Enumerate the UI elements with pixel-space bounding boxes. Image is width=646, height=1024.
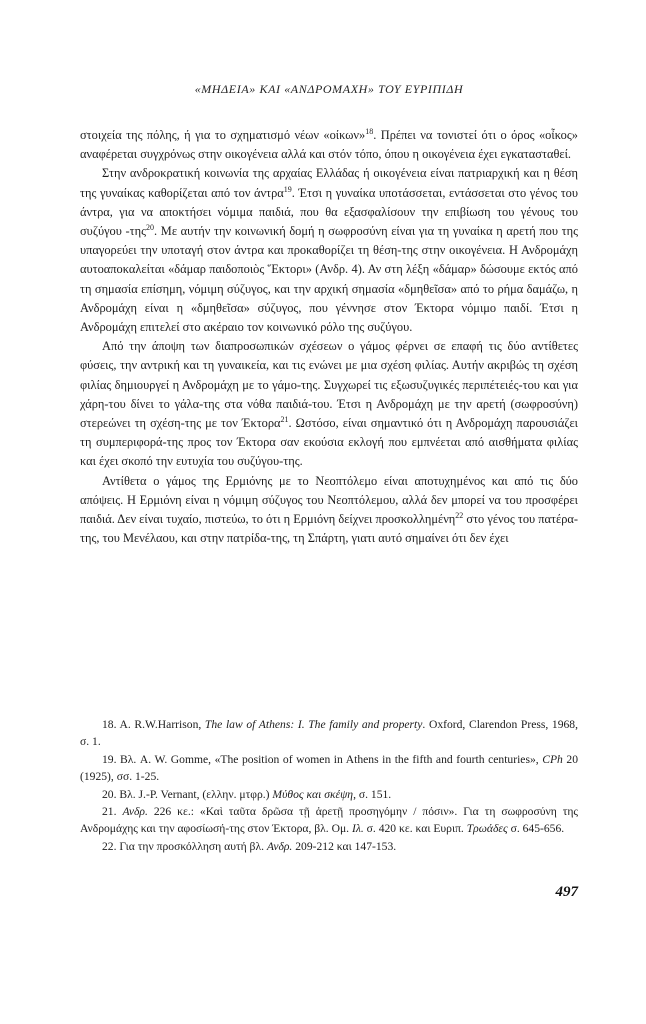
text-run: 19. Βλ. A. W. Gomme, «The position of women in Athens in the fifth and fourth centuries», xyxy=(102,752,543,766)
text-run: 18. A. R.W.Harrison, xyxy=(102,718,205,731)
text-run: . Oxford, Clarendon Press, 1968, σ. 1. xyxy=(80,718,578,749)
text-run: Αντίθετα ο γάμος της Ερμιόνης με το Νεοπτόλεμο είναι αποτυχημένος και από τις δύο απόψεις. Η Ερμιόνη είναι η νόμιμη σύζυγος του Νεοπτόλεμου, αλλά δεν μπορεί να του προσφέρει παιδιά. Δεν είναι τυχαίο, πιστεύω, το ότι η Ερμιόνη δείχνει προσκολλημένη xyxy=(80,473,578,527)
paragraph-1 xyxy=(80,126,578,164)
paragraph-4 xyxy=(80,472,578,549)
footnote-20 xyxy=(80,786,578,803)
text-run: σ. 645-656. xyxy=(507,822,565,836)
footnote-21 xyxy=(80,803,578,838)
text-run: 22. Για την προσκόλληση αυτή βλ. xyxy=(102,839,267,853)
book-title: The law of Athens: I. The family and property xyxy=(204,718,423,731)
footnote-ref: 22 xyxy=(455,510,464,520)
text-run: 209-212 και 147-153. xyxy=(292,839,397,853)
journal-title: CPh xyxy=(542,752,563,766)
paragraph-3 xyxy=(80,337,578,471)
text-run: 226 κε.: «Καὶ ταῦτα δρῶσα τῇ ἀρετῇ προσηγόμην / πόσιν». Για τη σωφροσύνη της Ανδρομάχης και την αφοσίωσή-της στον Έκτορα, βλ. Ομ. xyxy=(80,805,579,836)
body-text xyxy=(80,126,578,548)
text-run: 21. xyxy=(102,805,123,819)
work-abbreviation: Ανδρ. xyxy=(122,805,148,819)
footnote-ref: 20 xyxy=(146,222,155,232)
text-run: σ. 420 κε. και Ευριπ. xyxy=(363,822,467,836)
book-page xyxy=(80,0,578,1024)
footnote-ref: 21 xyxy=(280,414,289,424)
footnote-22 xyxy=(80,838,578,855)
text-run: , σ. 151. xyxy=(353,787,392,801)
page-number: 497 xyxy=(555,884,578,900)
work-title: Τρωάδες xyxy=(466,822,508,836)
text-run: Από την άποψη των διαπροσωπικών σχέσεων ο γάμος φέρνει σε επαφή τις δύο αντίθετες φύσεις, την αντρική και τη γυναικεία, και τις ενώνει με μια σχέση φιλίας. Αυτήν ακριβώς τη σχέση φιλίας δημιουργεί η Ανδρομάχη με το γάμο-της. Συγχωρεί τις εξωσυζυγικές περιπέτειές-του και για χάρη-του δίνει το γάλα-της στα νόθα παιδιά-του. Έτσι η Ανδρομάχη με την αρετή (σωφροσύνη) στερεώνει τη σχέση-της με τον Έκτορα xyxy=(80,339,578,431)
text-run: . Έτσι η γυναίκα υποτάσσεται, εντάσσεται στο γένος του άντρα, για να αποκτήσει νόμιμα παιδιά, που θα εξασφαλίσουν την επιβίωση του γένους του συζύγου -της xyxy=(80,185,579,239)
text-run: 20. Βλ. J.-P. Vernant, (ελλην. μτφρ.) xyxy=(102,787,273,801)
paragraph-2 xyxy=(80,164,578,337)
footnote-18 xyxy=(80,716,578,751)
text-run: . Πρέπει να τονιστεί ότι ο όρος «οἶκος» αναφέρεται συγχρόνως στην οικογένεια αλλά και στόν τόπο, όπου η οικογένεια έχει εγκατασταθεί. xyxy=(80,128,578,162)
text-run: Στην ανδροκρατική κοινωνία της αρχαίας Ελλάδας ή οικογένεια είναι πατριαρχική και η θέση της γυναίκας καθορίζεται από τον άντρα xyxy=(80,166,578,200)
text-run: . Με αυτήν την κοινωνική δομή η σωφροσύνη είναι για τη γυναίκα η αρετή που της υπαγορεύει την υποταγή στον άντρα και προκαθορίζει τη θέση-της στην οικογένεια. Η Ανδρομάχη αυτοαποκαλείται «δάμαρ παιδοποιὸς Ἕκτορι» (Ανδρ. 4). Αν στη λέξη «δάμαρ» δώσουμε εκτός από τη σημασία επίσημη, νόμιμη σύζυγος, και την αρχική σημασία «δμηθεῖσα» από το ρήμα δαμάζω, η Ανδρομάχη είναι η «δμηθεῖσα» σύζυγος, που γέννησε στον Έκτορα νόμιμο παιδί. Έτσι η Ανδρομάχη επιτελεί στο ακέραιο τον κοινωνικό ρόλο της συζύγου. xyxy=(80,224,578,335)
work-abbreviation: Ιλ. xyxy=(351,822,364,836)
book-title: Μύθος και σκέψη xyxy=(272,787,354,801)
footnotes xyxy=(80,716,578,855)
running-head: «ΜΗΔΕΙΑ» ΚΑΙ «ΑΝΔΡΟΜΑΧΗ» ΤΟΥ ΕΥΡΙΠΙΔΗ xyxy=(194,82,464,96)
text-run: . Ωστόσο, είναι σημαντικό ότι η Ανδρομάχη παρουσιάζει τη συμπεριφορά-της προς τον Έκτορα σαν εκούσια εκλογή που εμπνέεται από αισθήματα φιλίας και έχει σκοπό την ευτυχία του συζύγου-της. xyxy=(80,416,578,469)
text-run: 20 (1925), σσ. 1-25. xyxy=(80,752,578,784)
work-abbreviation: Ανδρ. xyxy=(266,839,293,853)
footnote-ref: 18 xyxy=(365,126,374,136)
footnote-ref: 19 xyxy=(283,184,292,194)
text-run: στοιχεία της πόλης, ή για το σχηματισμό νέων «οίκων» xyxy=(80,128,366,142)
text-run: στο γένος του πατέρα-της, του Μενέλαου, και στην πατρίδα-της, τη Σπάρτη, γιατι αυτό σημαίνει ότι δεν έχει xyxy=(80,512,578,546)
footnote-19 xyxy=(80,751,578,786)
